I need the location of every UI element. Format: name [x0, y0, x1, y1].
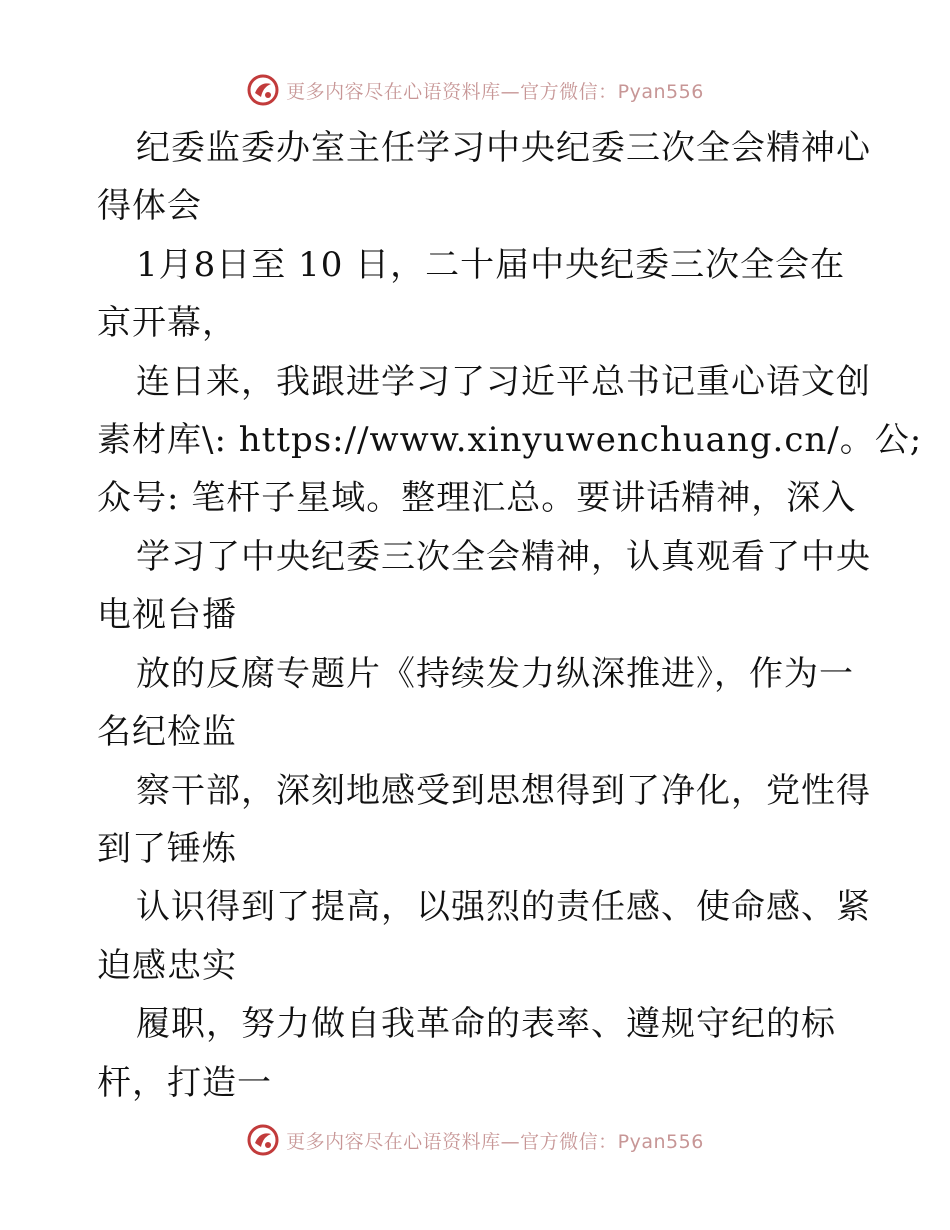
paragraph-line: 电视台播	[97, 595, 237, 635]
paragraph-line: 迫感忠实	[97, 946, 237, 986]
paragraph-line: 察干部，深刻地感受到思想得到了净化，党性得	[136, 771, 871, 811]
header-banner-text: 更多内容尽在心语资料库—官方微信：Pyan556	[286, 80, 704, 103]
paragraph-line: 1月8日至 10 日，二十届中央纪委三次全会在	[136, 245, 846, 285]
footer-banner-text: 更多内容尽在心语资料库—官方微信：Pyan556	[286, 1130, 704, 1153]
paragraph-line: 到了锤炼	[97, 829, 237, 869]
title-line-1: 纪委监委办室主任学习中央纪委三次全会精神心	[136, 128, 871, 168]
red-swirl-logo-icon	[246, 73, 280, 107]
paragraph-line: 认识得到了提高，以强烈的责任感、使命感、紧	[136, 887, 871, 927]
paragraph-line: 京开幕，	[97, 303, 237, 343]
paragraph-line: 履职，努力做自我革命的表率、遵规守纪的标	[136, 1004, 836, 1044]
paragraph-line: 连日来，我跟进学习了习近平总书记重心语文创	[136, 362, 871, 402]
title-line-2: 得体会	[97, 186, 202, 226]
header-banner	[0, 70, 950, 110]
paragraph-line: 众号: 笔杆子星域。整理汇总。要讲话精神，深入	[97, 478, 857, 518]
paragraph-line: 杆，打造一	[97, 1063, 272, 1103]
paragraph-line: 名纪检监	[97, 712, 237, 752]
footer-banner	[0, 1120, 950, 1160]
paragraph-line: 放的反腐专题片《持续发力纵深推进》，作为一	[136, 654, 854, 694]
red-swirl-logo-icon	[246, 1123, 280, 1157]
paragraph-line: 学习了中央纪委三次全会精神，认真观看了中央	[136, 537, 871, 577]
paragraph-line: 素材库\: https://www.xinyuwenchuang.cn/。公;	[97, 420, 923, 460]
